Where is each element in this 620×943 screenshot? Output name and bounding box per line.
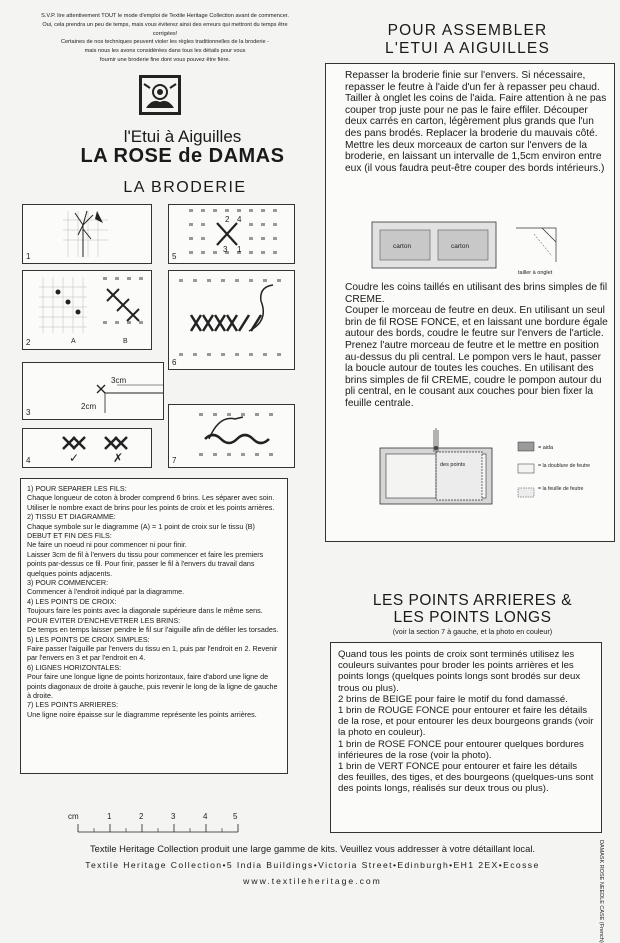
check-icon: ✓: [69, 451, 80, 465]
instruction-line: POUR EVITER D'ENCHEVETRER LES BRINS:: [27, 615, 181, 625]
measure-3cm: 3cm: [111, 376, 127, 385]
footer-line: Textile Heritage Collection produit une large gamme de kits. Veuillez vous addresser à votre détaillant local.: [89, 843, 536, 854]
instruction-line: 7) LES POINTS ARRIERES:: [27, 700, 119, 710]
instructions-box: [20, 478, 288, 774]
assembler-title-line: L'ETUI A AIGUILLES: [385, 40, 550, 57]
instruction-line: 3) POUR COMMENCER:: [27, 578, 109, 588]
chart-to-fabric-diagram: [23, 271, 151, 349]
label-a: A: [71, 338, 76, 345]
instruction-line: Chaque symbole sur le diagramme (A) = 1 point de croix sur le tissu (B): [27, 521, 255, 531]
intro-notice: [30, 12, 300, 65]
diagram-panel-2: [22, 270, 152, 350]
instruction-line: Commencer à l'endroit indiqué par la diagramme.: [27, 587, 185, 597]
instruction-line: Une ligne noire épaisse sur le diagramme représente les points arrières.: [27, 709, 257, 719]
stitch-direction-diagram: [23, 429, 151, 467]
kit-subtitle: l'Etui à Aiguilles: [123, 127, 242, 146]
measure-2cm: 2cm: [81, 402, 97, 411]
stitch-number: 4: [237, 215, 242, 224]
broderie-heading: LA BRODERIE: [123, 179, 247, 196]
instruction-line: 2) TISSU ET DIAGRAMME:: [27, 512, 116, 522]
onglet-label: tailler à onglet: [518, 270, 553, 276]
carton-label: carton: [451, 243, 470, 250]
legend-doublure: = la doublure de feutre: [538, 463, 591, 469]
instruction-line: Pour faire une longue ligne de points horizontaux, faire d'abord une ligne de points diagonaux de droite à gauche, puis revenir le long de la ligne de gauche à droite.: [27, 672, 278, 700]
assembler-box: [325, 63, 615, 542]
intro-line: mais nous les avons considérées dans tous les détails pour vous: [84, 48, 246, 55]
instruction-line: 4) LES POINTS DE CROIX:: [27, 596, 117, 606]
ruler-mark: 1: [107, 812, 112, 821]
intro-line: Certaines de nos techniques peuvent violer les règles traditionnelles de la broderie -: [60, 39, 270, 46]
instruction-line: 6) LIGNES HORIZONTALES:: [27, 662, 122, 672]
legend-aida: = aida: [538, 445, 554, 451]
panel-number: 7: [172, 456, 177, 465]
panel-number: 4: [26, 456, 31, 465]
stitch-number: 3: [223, 245, 228, 254]
carton-diagram: [366, 216, 586, 278]
assembler-para: Repasser la broderie finie sur l'envers. Si nécessaire, repasser le feutre à l'aide d'un fer à repasser peu chaud.: [345, 70, 600, 93]
ruler-mark: 2: [139, 812, 144, 821]
points-title: [340, 592, 605, 626]
panel-number: 6: [172, 358, 177, 367]
ruler-mark: 3: [171, 812, 176, 821]
instruction-line: Ne faire un noeud ni pour commencer ni pour finir.: [27, 540, 187, 550]
ruler-mark: 5: [233, 812, 238, 821]
rose-logo-icon: [138, 74, 182, 116]
points-para: 1 brin de ROUGE FONCE pour entourer et faire les détails de la rose, et pour entourer les deux bourgeons grands (voir la photo en couleur).: [338, 705, 594, 739]
footer-website[interactable]: www.textileheritage.com: [243, 876, 382, 886]
diagram-panel-6: [168, 270, 295, 370]
panel-number: 3: [26, 408, 31, 417]
stitch-number: 1: [237, 245, 242, 254]
instruction-line: De temps en temps laisser pendre le fil sur l'aiguille afin de défiler les torsades.: [27, 625, 279, 635]
diagram-panel-1: [22, 204, 152, 264]
instruction-line: Toujours faire les points avec la diagonale supérieure dans le même sens.: [27, 606, 263, 616]
product-code: DAMASK ROSE NEEDLE CASE (French): [598, 840, 604, 943]
panel-number: 5: [172, 252, 177, 261]
footer-address: Textile Heritage Collection•5 India Buildings•Victoria Street•Edinburgh•EH1 2EX•Ecosse: [85, 860, 540, 870]
points-title-line: LES POINTS LONGS: [393, 609, 552, 626]
diagram-panel-4: [22, 428, 152, 468]
assembler-title: [330, 22, 605, 58]
panel-number: 1: [26, 252, 31, 261]
diagram-panel-3: [22, 362, 164, 420]
panel-number: 2: [26, 338, 31, 347]
cm-ruler: [68, 808, 248, 836]
points-para: 1 brin de ROSE FONCE pour entourer quelques bordures inférieures de la rose (voir la photo).: [338, 738, 584, 761]
instruction-line: Chaque longueur de coton à broder comprend 6 brins. Les séparer avec soin. Utiliser le nombre exact de brins pour les points de croix et les points arrières.: [27, 493, 275, 512]
points-subtitle: (voir la section 7 à gauche, et la photo en couleur): [392, 627, 553, 636]
kit-title: LA ROSE de DAMAS: [80, 145, 285, 167]
felt-layer-diagram: [374, 426, 614, 512]
cross-mark-icon: ✗: [113, 451, 124, 465]
diagram-panel-5: [168, 204, 295, 264]
points-para: 2 brins de BEIGE pour faire le motif du fond damassé.: [338, 693, 568, 705]
instruction-line: Laisser 3cm de fil à l'envers du tissu pour commencer et faire les premiers points par-dessus ce fil. Pour finir, passer le fil à l'envers du travail dans quelques points adjacents.: [27, 549, 264, 578]
points-para: Quand tous les points de croix sont terminés utilisez les couleurs suivantes pour broder les points arrières et les points longs (quelques points longs sont brodés sur deux trous ou plus).: [338, 649, 581, 694]
legend-feuille: = la feuille de feutre: [538, 486, 584, 492]
ruler-mark: 4: [203, 812, 208, 821]
assembler-steps: [345, 282, 611, 410]
points-title-line: LES POINTS ARRIERES &: [372, 592, 573, 609]
assembler-intro: [345, 70, 611, 174]
backstitch-diagram: [169, 405, 294, 467]
diagram-panel-7: [168, 404, 295, 468]
intro-line: Oui, cela prendra un peu de temps, mais vous éviterez ainsi des erreurs qui mettront du temps être corrigées!: [42, 21, 288, 37]
intro-line: S.V.P. lire attentivement TOUT le mode d'emploi de Textile Heritage Collection avant de commencer.: [41, 13, 289, 19]
intro-line: fournir une broderie fine dont vous pouvez être fière.: [100, 56, 230, 63]
assembler-para: Coudre les coins taillés en utilisant des brins simples de fil CREME.: [345, 282, 608, 305]
ruler-unit: cm: [68, 812, 79, 821]
instruction-line: Faire passer l'aiguille par l'envers du tissu en 1, puis par l'endroit en 2. Revenir par l'envers en 3 et par l'endroit en 4.: [27, 643, 278, 663]
cross-stitch-diagram: [169, 205, 294, 263]
assembler-para: Tailler à onglet les coins de l'aida. Faire attention à ne pas couper trop juste pour ne pas le faire effiler. Découper deux carrés en carton, légèrement plus grands que l'un des pans brodés. Replacer la broderie du mauvais côté. Mettre les deux morceaux de carton sur l'envers de la broderie, en laissant un intervalle de 1,5cm environ entre eux (il vous faudra peut-être couper des bords intérieurs.): [345, 93, 607, 174]
carton-label: carton: [393, 243, 412, 250]
instruction-line: 1) POUR SEPARER LES FILS:: [27, 484, 127, 493]
assembler-title-line: POUR ASSEMBLER: [387, 22, 548, 39]
thread-diagram: [23, 205, 151, 263]
stitch-number: 2: [225, 215, 230, 224]
instruction-line: DEBUT ET FIN DES FILS:: [27, 531, 112, 541]
horizontal-row-diagram: [169, 271, 294, 369]
instruction-line: 5) LES POINTS DE CROIX SIMPLES:: [27, 634, 150, 644]
points-para: 1 brin de VERT FONCE pour entourer et faire les détails des feuilles, des tiges, et des bourgeons (quelques-uns sont des points longs, réalisés sur deux trous ou plus).: [338, 761, 594, 795]
label-b: B: [123, 338, 128, 345]
pompon-label: des points: [440, 462, 466, 468]
assembler-para: Couper le morceau de feutre en deux. En utilisant un seul brin de fil ROSE FONCE, et en laissant une bordure égale autour des bords, coudre le feutre sur l'envers de l'article.: [345, 305, 608, 340]
assembler-para: Prenez l'autre morceau de feutre et le mettre en position au-dessus du pli central. Le pompon vers le haut, passer la boucle autour de toutes les couches. En utilisant des brins simples de fil CREME, coudre le pompon autour du pli central, en le cousant aux couches pour bien fixer la feuille centrale.: [345, 339, 602, 409]
start-thread-diagram: [23, 363, 163, 419]
points-box: [330, 642, 602, 833]
